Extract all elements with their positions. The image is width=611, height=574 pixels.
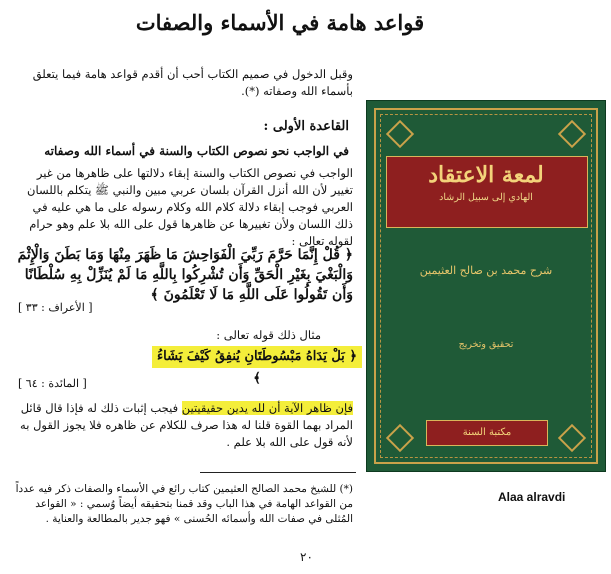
page-title: قواعد هامة في الأسماء والصفات [135, 10, 425, 35]
rule-heading: القاعدة الأولى : [263, 119, 349, 134]
meaning-rest: فيجب إثبات ذلك له فإذا قال قائل المراد بهما القوة قلنا له هذا صرف للكلام عن ظاهره فلا يجوز القول به لأنه قول على الله بلا علم . [20, 401, 353, 449]
meaning-paragraph [12, 400, 353, 451]
book-subtitle: الهادي إلى سبيل الرشاد [439, 192, 533, 203]
book-author: شرح محمد بن صالح العثيمين [419, 264, 553, 277]
meaning-highlight: فإن ظاهر الآية أن لله يدين حقيقيتين [181, 401, 353, 415]
intro-paragraph: وقبل الدخول في صميم الكتاب أحب أن أقدم قواعد هامة فيما يتعلق بأسماء الله وصفاته (*). [32, 67, 353, 98]
book-editor: تحقيق وتخريج [458, 339, 514, 350]
book-publisher: مكتبة السنة [426, 420, 548, 446]
footnote: (*) للشيخ محمد الصالح العثيمين كتاب رائع في الأسماء والصفات ذكر فيه عدداً من القواعد الهامة في هذا الباب وقد قمنا بتحقيقه أيضاً وُسمي : « القواعد المُثلى في صفات الله وأسمائه الحُسنى » فهو جدير بالمطالعة والعناية . [15, 483, 353, 525]
quran-verse-araf: ﴿ قُلْ إِنَّمَا حَرَّمَ رَبِّيَ الْفَوَاحِشَ مَا ظَهَرَ مِنْهَا وَمَا بَطَنَ وَالْإِثْمَ وَالْبَغْيَ بِغَيْرِ الْحَقِّ وَأَن تُشْرِكُوا بِاللَّهِ مَا لَمْ يُنَزِّلْ بِهِ سُلْطَانًا وَأَن تَقُولُوا عَلَى اللَّهِ مَا لَا تَعْلَمُونَ ﴾ [17, 247, 353, 303]
sub-heading: في الواجب نحو نصوص الكتاب والسنة في أسماء الله وصفاته [44, 144, 349, 158]
example-intro: مثال ذلك قوله تعالى : [216, 328, 321, 342]
book-title: لمعة الاعتقاد [428, 162, 544, 188]
book-cover-image [366, 100, 606, 472]
verse-reference-maida: [ المائدة : ٦٤ ] [18, 377, 87, 390]
image-caption: Alaa alravdi [498, 490, 566, 504]
page-number: ٢٠ [300, 550, 313, 564]
footnote-divider [200, 472, 356, 473]
body-paragraph: الواجب في نصوص الكتاب والسنة إبقاء دلالتها على ظاهرها من غير تغيير لأن الله أنزل القرآن بلسان عربي مبين والنبي ﷺ يتكلم باللسان العربي فوجب إبقاء دلالة كلام الله وكلام رسوله على ما هي عليه في ذلك اللسان ولأن تغييرها عن ظاهرها قول على الله بلا علم وهو حرام لقوله تعالى : [27, 166, 353, 248]
verse-reference-araf: [ الأعراف : ٣٣ ] [18, 301, 93, 314]
quran-verse-maida-highlighted: ﴿ بَلْ يَدَاهُ مَبْسُوطَتَانِ يُنفِقُ كَيْفَ يَشَاءُ ﴾ [152, 346, 362, 368]
